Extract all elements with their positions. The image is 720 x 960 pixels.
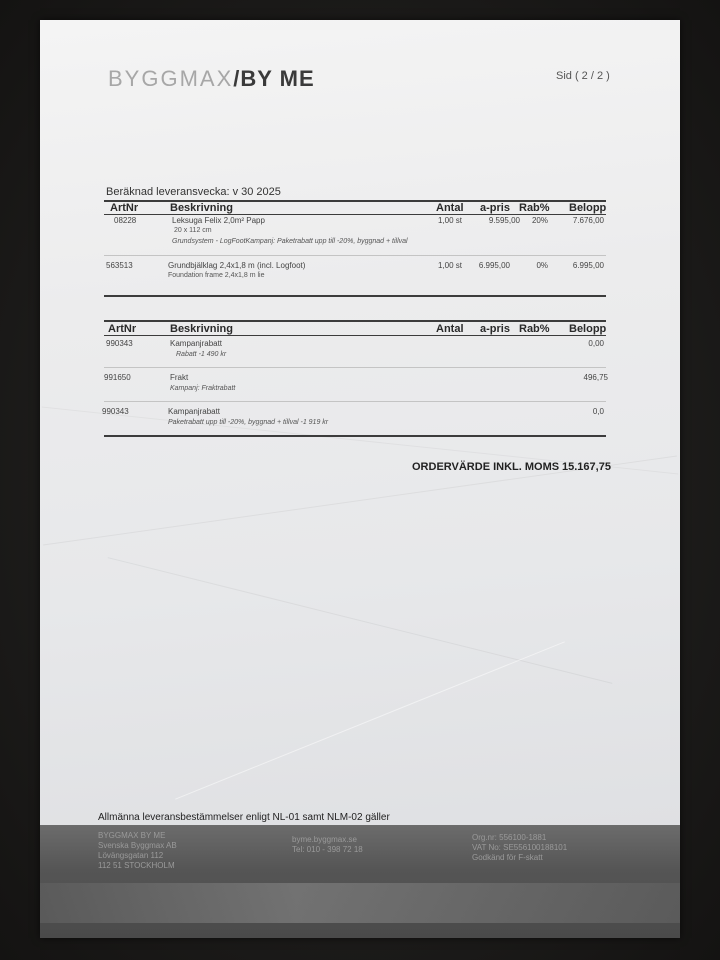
t2-row1-description: Kampanjrabatt xyxy=(170,339,223,348)
brand-logo xyxy=(108,66,315,92)
table2-header-rule xyxy=(104,335,606,336)
footer-company-name: BYGGMAX BY ME xyxy=(98,831,166,840)
table2-top-rule xyxy=(104,320,606,322)
col-description-2: Beskrivning xyxy=(170,323,233,335)
delivery-terms: Allmänna leveransbestämmelser enligt NL-01 samt NLM-02 gäller xyxy=(98,812,390,823)
footer-company xyxy=(98,831,177,871)
footer-company-street: Lövängsgatan 112 xyxy=(98,851,164,860)
paper-crease xyxy=(175,641,565,799)
row1-artnr: 08228 xyxy=(114,216,137,225)
table1-bottom-rule xyxy=(104,295,606,297)
document-page xyxy=(40,20,680,938)
table1-header-rule xyxy=(104,214,606,215)
col-amount-2: Belopp xyxy=(569,323,607,335)
brand-right: BY ME xyxy=(240,66,315,91)
t2-row3-amount: 0,0 xyxy=(592,407,604,416)
footer-stripe xyxy=(40,883,680,923)
col-amount: Belopp xyxy=(569,202,607,214)
row1-dimension: 20 x 112 cm xyxy=(174,227,212,234)
col-unit-price-2: a-pris xyxy=(480,323,510,335)
col-unit-price: a-pris xyxy=(480,202,510,214)
row1-qty: 1,00 st xyxy=(437,216,462,225)
brand-left: BYGGMAX xyxy=(108,66,234,91)
row-divider xyxy=(104,401,606,402)
footer-company-legal: Svenska Byggmax AB xyxy=(98,841,177,850)
t2-row3-sub: Paketrabatt upp till -20%, byggnad + tillval -1 919 kr xyxy=(168,419,329,426)
t2-row1-amount: 0,00 xyxy=(588,339,604,348)
t2-row3-description: Kampanjrabatt xyxy=(168,407,221,416)
row2-qty: 1,00 st xyxy=(437,261,462,270)
row2-unit-price: 6.995,00 xyxy=(478,261,510,270)
t2-row2-amount: 496,75 xyxy=(583,373,608,382)
row1-amount: 7.676,00 xyxy=(572,216,604,225)
col-artnr-2: ArtNr xyxy=(108,323,137,335)
footer-website: byme.byggmax.se xyxy=(292,835,357,844)
row2-discount: 0% xyxy=(536,261,548,270)
table2-bottom-rule xyxy=(104,435,606,437)
col-discount-2: Rab% xyxy=(519,323,550,335)
order-total-value: 15.167,75 xyxy=(562,461,611,473)
col-qty: Antal xyxy=(436,202,464,214)
footer-contact xyxy=(292,835,363,855)
footer-vat-nr: VAT No: SE556100188101 xyxy=(472,843,568,852)
t2-row2-description: Frakt xyxy=(170,373,189,382)
col-artnr: ArtNr xyxy=(110,202,139,214)
footer-phone: Tel: 010 - 398 72 18 xyxy=(292,845,363,854)
row1-description: Leksuga Felix 2,0m² Papp xyxy=(172,216,265,225)
row1-unit-price: 9.595,00 xyxy=(488,216,520,225)
delivery-week: Beräknad leveransvecka: v 30 2025 xyxy=(106,186,281,198)
col-description: Beskrivning xyxy=(170,202,233,214)
page-number: Sid ( 2 / 2 ) xyxy=(556,70,610,82)
footer-company-city: 112 51 STOCKHOLM xyxy=(98,861,175,870)
t2-row2-sub: Kampanj: Fraktrabatt xyxy=(170,385,236,392)
t2-row1-sub: Rabatt -1 490 kr xyxy=(176,351,227,358)
t2-row2-artnr: 991650 xyxy=(104,373,131,382)
footer-band xyxy=(40,825,680,938)
col-discount: Rab% xyxy=(519,202,550,214)
row1-discount: 20% xyxy=(531,216,548,225)
row-divider xyxy=(104,367,606,368)
row1-campaign: Grundsystem - LogFootKampanj: Paketrabatt upp till -20%, byggnad + tillval xyxy=(172,238,408,245)
order-total-label: ORDERVÄRDE INKL. MOMS xyxy=(412,461,560,473)
row2-sub: Foundation frame 2,4x1,8 m lie xyxy=(168,272,265,279)
row2-description: Grundbjälklag 2,4x1,8 m (incl. Logfoot) xyxy=(168,261,306,270)
row-divider xyxy=(104,255,606,256)
paper-crease xyxy=(108,557,613,684)
footer-registration xyxy=(472,833,567,863)
t2-row1-artnr: 990343 xyxy=(106,339,133,348)
row2-artnr: 563513 xyxy=(106,261,133,270)
t2-row3-artnr: 990343 xyxy=(102,407,129,416)
footer-f-tax: Godkänd för F-skatt xyxy=(472,853,543,862)
brand-separator: / xyxy=(233,66,241,91)
row2-amount: 6.995,00 xyxy=(572,261,604,270)
footer-org-nr: Org.nr: 556100-1881 xyxy=(472,833,547,842)
col-qty-2: Antal xyxy=(436,323,464,335)
